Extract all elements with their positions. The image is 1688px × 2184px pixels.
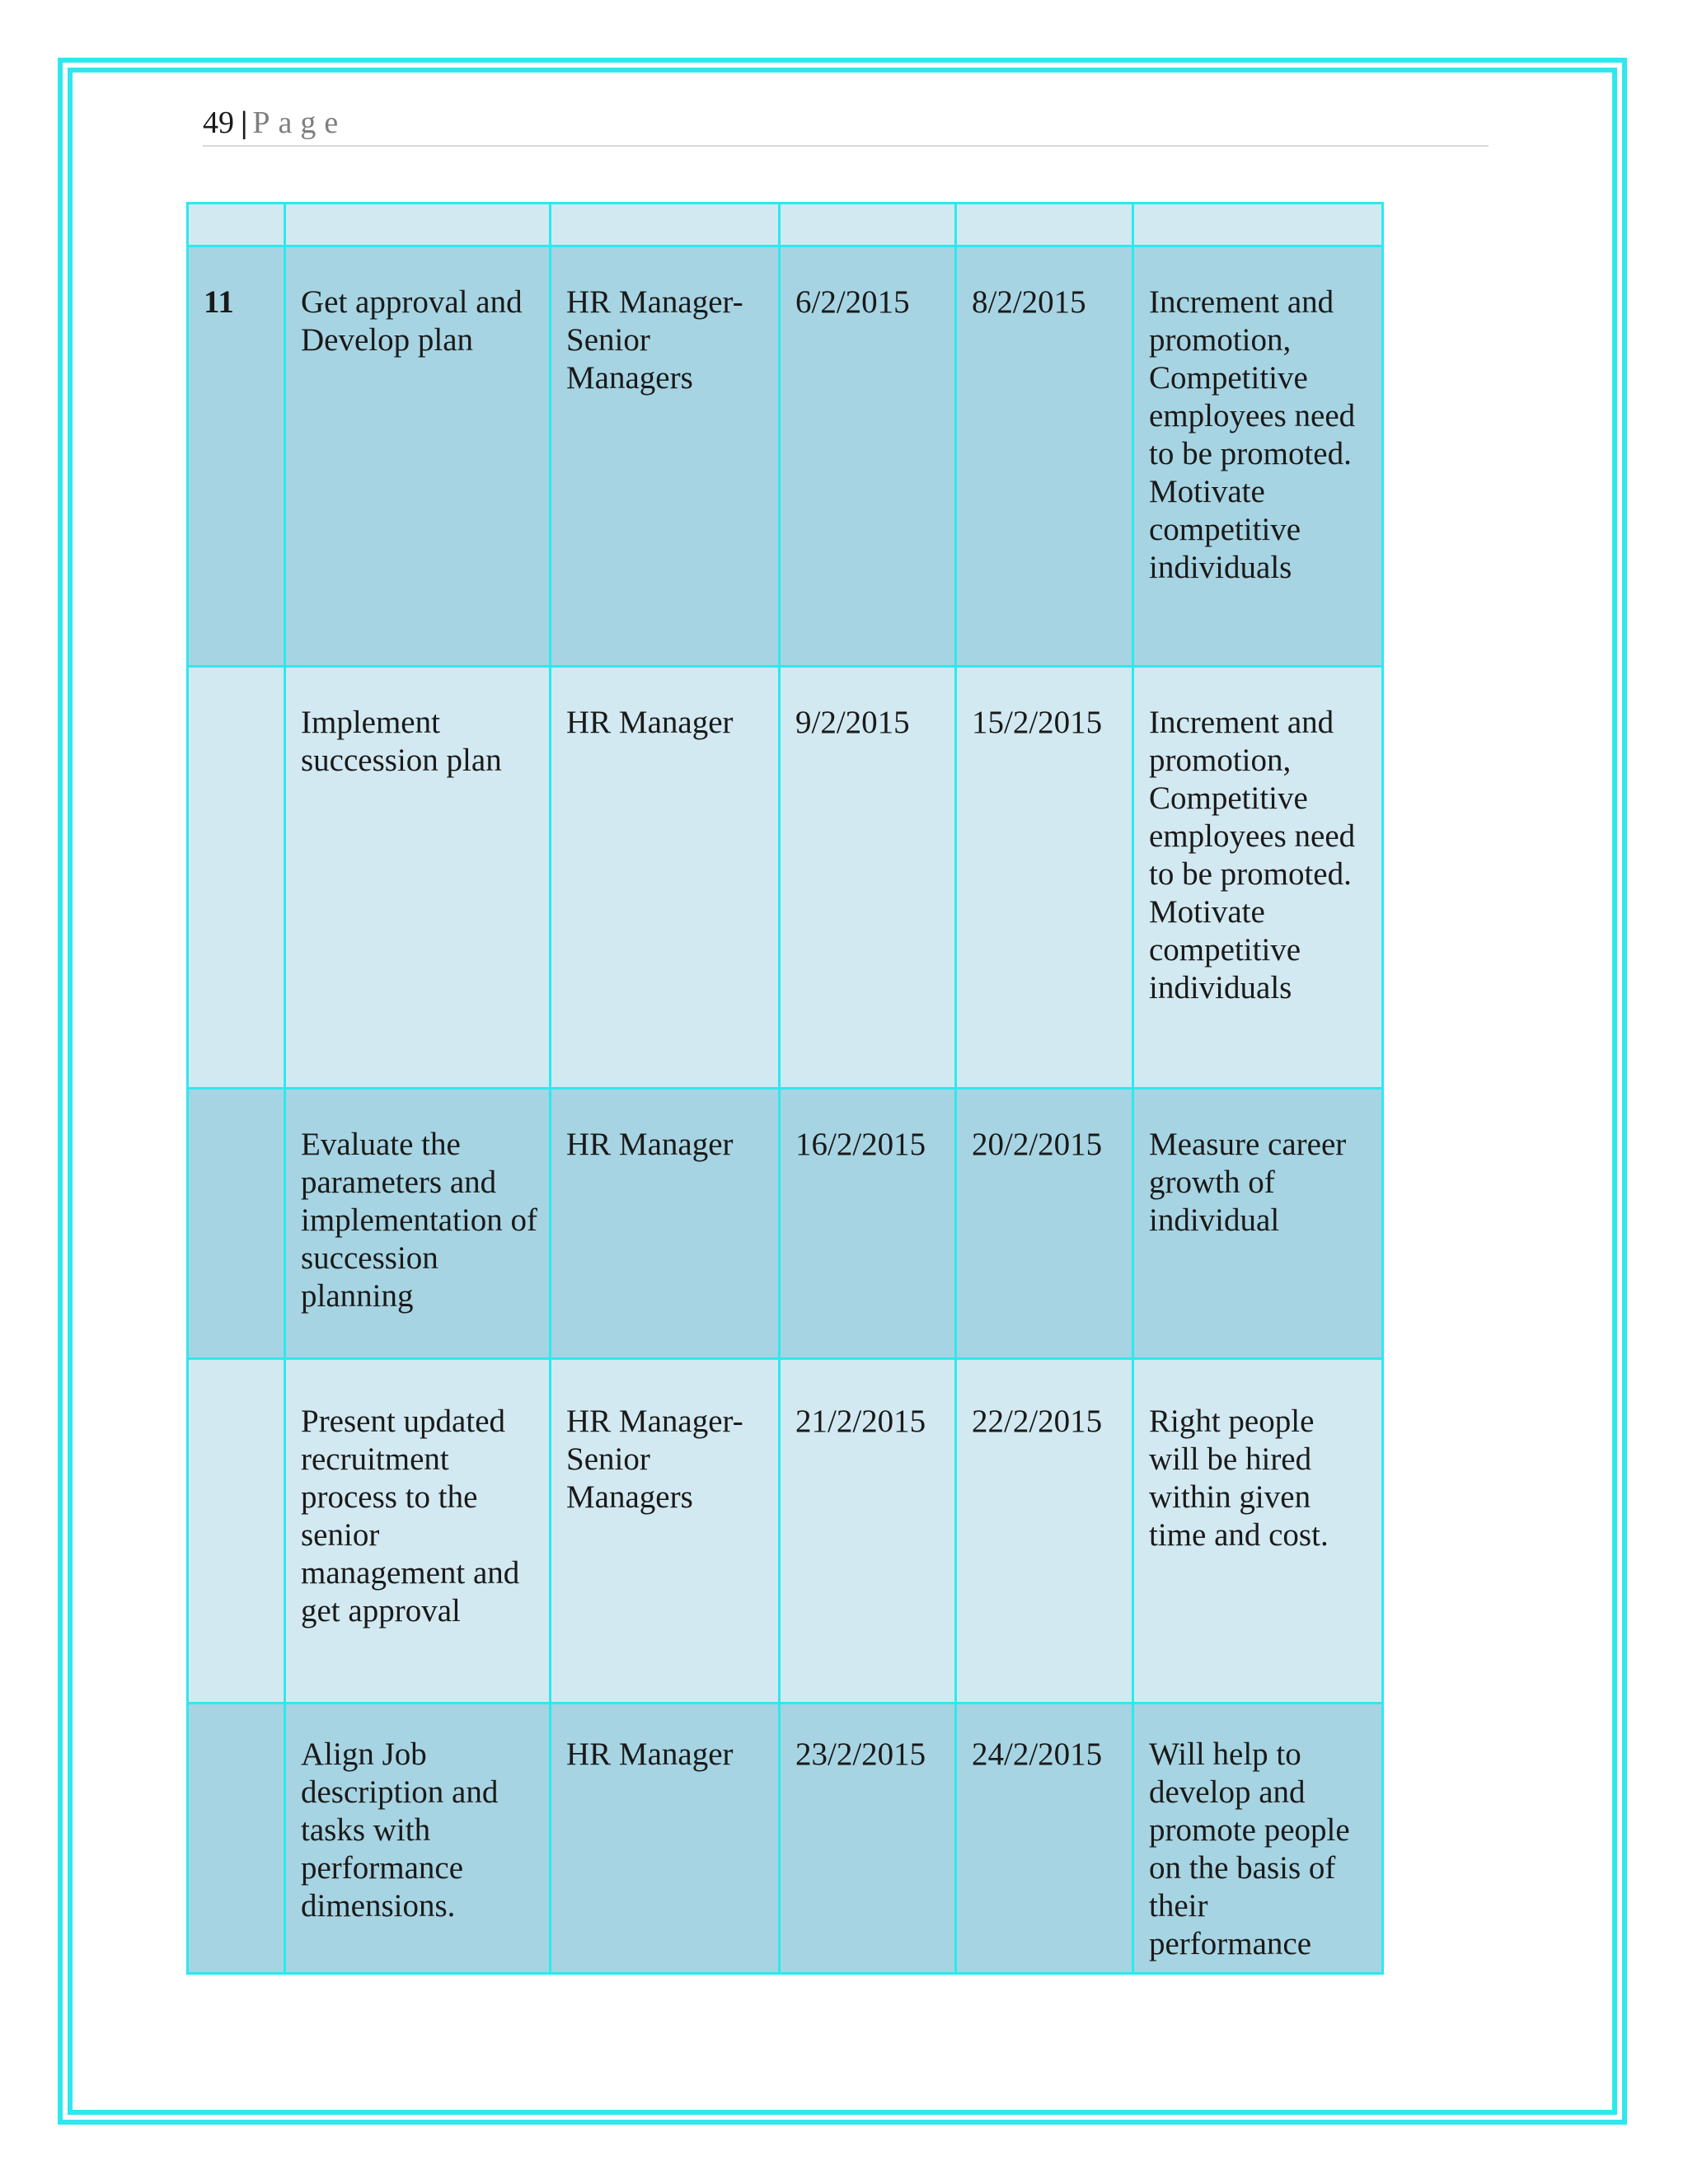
responsibility-cell: HR Manager xyxy=(551,1089,780,1359)
table-row xyxy=(188,1089,1383,1359)
page-word: Page xyxy=(252,105,347,140)
start-date-cell: 21/2/2015 xyxy=(780,1359,956,1704)
row-number xyxy=(188,667,285,1089)
table-row xyxy=(188,1359,1383,1704)
row-number xyxy=(188,1089,285,1359)
responsibility-cell: HR Manager- Senior Managers xyxy=(551,246,780,667)
end-date-cell: 20/2/2015 xyxy=(956,1089,1133,1359)
page-header xyxy=(203,101,1489,147)
responsibility-cell: HR Manager xyxy=(551,667,780,1089)
activity-cell: Evaluate the parameters and implementation of succession planning xyxy=(285,1089,551,1359)
start-date-cell: 9/2/2015 xyxy=(780,667,956,1089)
end-date-cell: 15/2/2015 xyxy=(956,667,1133,1089)
table-row xyxy=(188,667,1383,1089)
start-date-cell: 23/2/2015 xyxy=(780,1704,956,1974)
end-date-cell: 24/2/2015 xyxy=(956,1704,1133,1974)
row-number: 11 xyxy=(188,246,285,667)
activity-cell: Get approval and Develop plan xyxy=(285,246,551,667)
outcome-cell: Measure career growth of individual xyxy=(1133,1089,1383,1359)
responsibility-cell: HR Manager- Senior Managers xyxy=(551,1359,780,1704)
row-number xyxy=(188,1704,285,1974)
responsibility-cell: HR Manager xyxy=(551,1704,780,1974)
outcome-cell: Increment and promotion, Competitive employees need to be promoted. Motivate competitive individuals xyxy=(1133,246,1383,667)
activity-cell: Align Job description and tasks with performance dimensions. xyxy=(285,1704,551,1974)
start-date-cell: 16/2/2015 xyxy=(780,1089,956,1359)
header-cell xyxy=(285,204,551,246)
action-plan-table xyxy=(186,202,1384,1975)
page-number: 49 xyxy=(203,105,234,140)
end-date-cell: 8/2/2015 xyxy=(956,246,1133,667)
table-header-row xyxy=(188,204,1383,246)
outcome-cell: Will help to develop and promote people on the basis of their performance xyxy=(1133,1704,1383,1974)
outcome-cell: Increment and promotion, Competitive employees need to be promoted. Motivate competitive individuals xyxy=(1133,667,1383,1089)
header-cell xyxy=(956,204,1133,246)
page-separator: | xyxy=(241,105,248,140)
header-cell xyxy=(551,204,780,246)
end-date-cell: 22/2/2015 xyxy=(956,1359,1133,1704)
table-row xyxy=(188,1704,1383,1974)
activity-cell: Present updated recruitment process to the senior management and get approval xyxy=(285,1359,551,1704)
activity-cell: Implement succession plan xyxy=(285,667,551,1089)
start-date-cell: 6/2/2015 xyxy=(780,246,956,667)
header-cell xyxy=(780,204,956,246)
table-row xyxy=(188,246,1383,667)
header-cell xyxy=(1133,204,1383,246)
header-cell xyxy=(188,204,285,246)
outcome-cell: Right people will be hired within given time and cost. xyxy=(1133,1359,1383,1704)
row-number xyxy=(188,1359,285,1704)
